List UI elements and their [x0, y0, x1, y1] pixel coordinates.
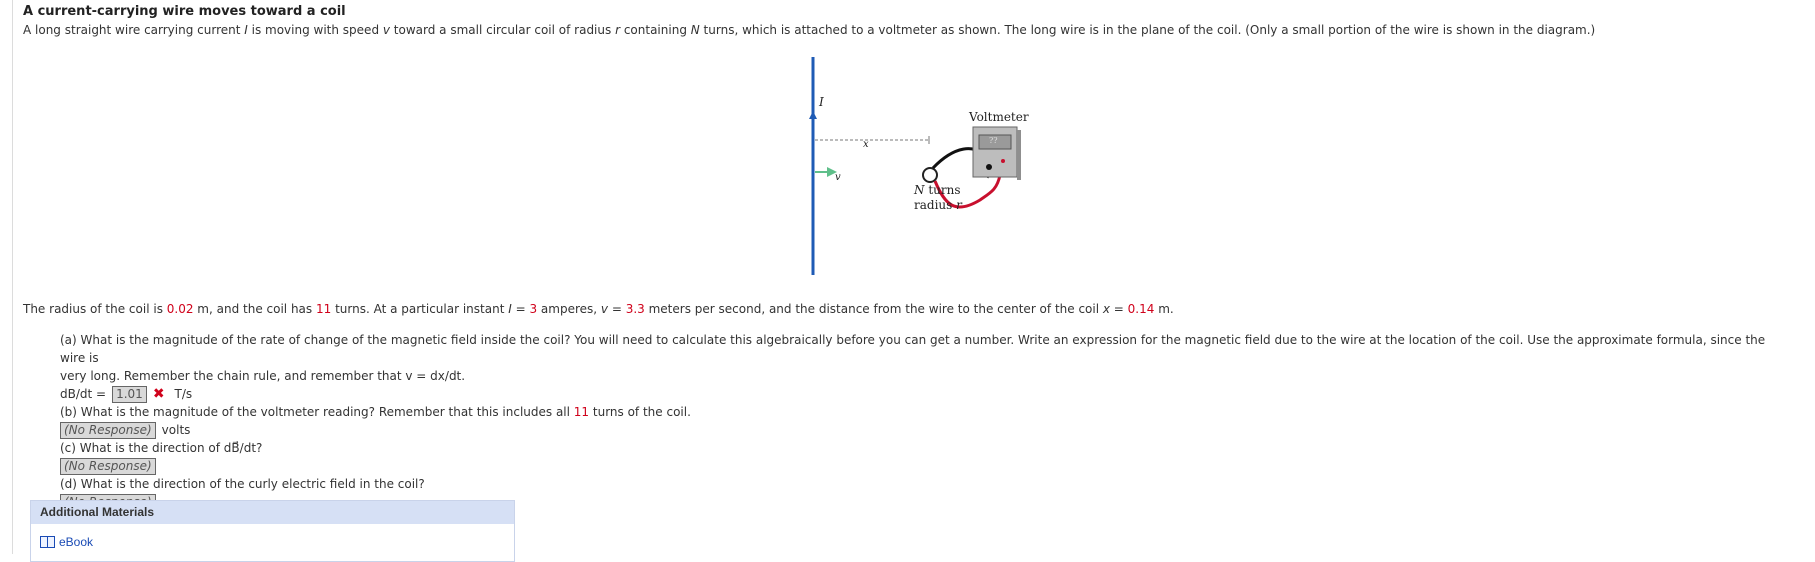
- label-n-turns: [914, 183, 961, 197]
- given-text: The radius of the coil is: [23, 302, 167, 316]
- given-distance-value: 0.14: [1127, 302, 1155, 316]
- given-text: =: [608, 302, 626, 316]
- left-border-rule: [12, 0, 13, 554]
- given-text: amperes,: [537, 302, 601, 316]
- label-radius: [914, 198, 962, 212]
- given-var-current: I: [508, 302, 512, 316]
- given-var-distance: x: [1102, 302, 1110, 316]
- given-radius-value: 0.02: [166, 302, 194, 316]
- question-b: [60, 403, 1790, 421]
- answer-c-field[interactable]: (No Response): [60, 458, 156, 475]
- given-speed-value: 3.3: [625, 302, 645, 316]
- question-a-line2: very long. Remember the chain rule, and remember that v = dx/dt.: [60, 369, 466, 383]
- x-mark-icon: ✖: [152, 386, 165, 402]
- label-radius-text: radius: [914, 198, 957, 212]
- given-text: turns. At a particular instant: [331, 302, 509, 316]
- wire-coil-diagram: [805, 55, 1055, 280]
- question-b-text: (b) What is the magnitude of the voltmeter reading? Remember that this includes all: [60, 405, 574, 419]
- coil-circle: [923, 168, 937, 182]
- label-velocity: v: [835, 172, 841, 183]
- question-b-turns: 11: [573, 405, 590, 419]
- given-values: [23, 302, 1174, 316]
- label-n: N: [914, 183, 925, 197]
- given-var-speed: v: [600, 302, 609, 316]
- intro-var-radius: r: [615, 23, 621, 37]
- label-meter-display: ??: [989, 136, 998, 145]
- problem-title: A current-carrying wire moves toward a coil: [23, 4, 346, 19]
- intro-text: is moving with speed: [247, 23, 383, 37]
- given-turns-value: 11: [315, 302, 332, 316]
- question-d: (d) What is the direction of the curly electric field in the coil?: [60, 477, 425, 491]
- label-current: I: [819, 95, 824, 109]
- answer-a-label: dB/dt =: [60, 387, 107, 401]
- answer-b-field[interactable]: (No Response): [60, 422, 156, 439]
- answer-b-unit: volts: [161, 423, 191, 437]
- question-a-line1: (a) What is the magnitude of the rate of change of the magnetic field inside the coil? You will need to calculate this algebraically before you can get a number. Write an expression for the magnetic field due to the wire at the location of the coil. Use the approximate formula, since the wire is: [60, 333, 1766, 365]
- intro-var-current: I: [244, 23, 248, 37]
- answer-a-unit: T/s: [174, 387, 193, 401]
- voltmeter-terminal-black: [986, 164, 992, 170]
- diagram-graphic: [805, 55, 1055, 280]
- additional-materials-panel: [30, 500, 515, 562]
- intro-text: containing: [620, 23, 691, 37]
- answer-a-field[interactable]: 1.01: [112, 386, 147, 403]
- given-text: m.: [1154, 302, 1174, 316]
- given-text: =: [1109, 302, 1128, 316]
- additional-materials-header: Additional Materials: [31, 501, 514, 524]
- questions-section: [60, 331, 1790, 511]
- intro-var-speed: v: [382, 23, 390, 37]
- ebook-label: eBook: [59, 535, 94, 549]
- ebook-link[interactable]: [40, 535, 93, 549]
- given-text: meters per second, and the distance from the wire to the center of the coil: [644, 302, 1103, 316]
- problem-intro: [23, 23, 1595, 37]
- intro-text: toward a small circular coil of radius: [389, 23, 616, 37]
- intro-text: A long straight wire carrying current: [23, 23, 245, 37]
- given-text: m, and the coil has: [193, 302, 316, 316]
- answer-b-row: [60, 421, 1790, 439]
- label-turns: turns: [924, 183, 961, 197]
- voltmeter-terminal-red: [1001, 159, 1005, 163]
- given-text: =: [511, 302, 530, 316]
- label-r: r: [956, 198, 962, 212]
- book-icon: [40, 536, 55, 548]
- label-distance: x: [863, 139, 869, 150]
- question-b-text: turns of the coil.: [589, 405, 691, 419]
- answer-c-row: [60, 457, 1790, 475]
- answer-a-row: [60, 385, 1790, 403]
- intro-var-turns: N: [690, 23, 700, 37]
- given-current-value: 3: [529, 302, 538, 316]
- intro-text: turns, which is attached to a voltmeter as shown. The long wire is in the plane of the coil. (Only a small portion of the wire is shown in the diagram.): [699, 23, 1596, 37]
- label-voltmeter: Voltmeter: [969, 110, 1029, 124]
- voltmeter-side: [1017, 130, 1021, 180]
- current-arrow-icon: [809, 111, 817, 119]
- question-c: (c) What is the direction of dB⃗/dt?: [60, 441, 263, 455]
